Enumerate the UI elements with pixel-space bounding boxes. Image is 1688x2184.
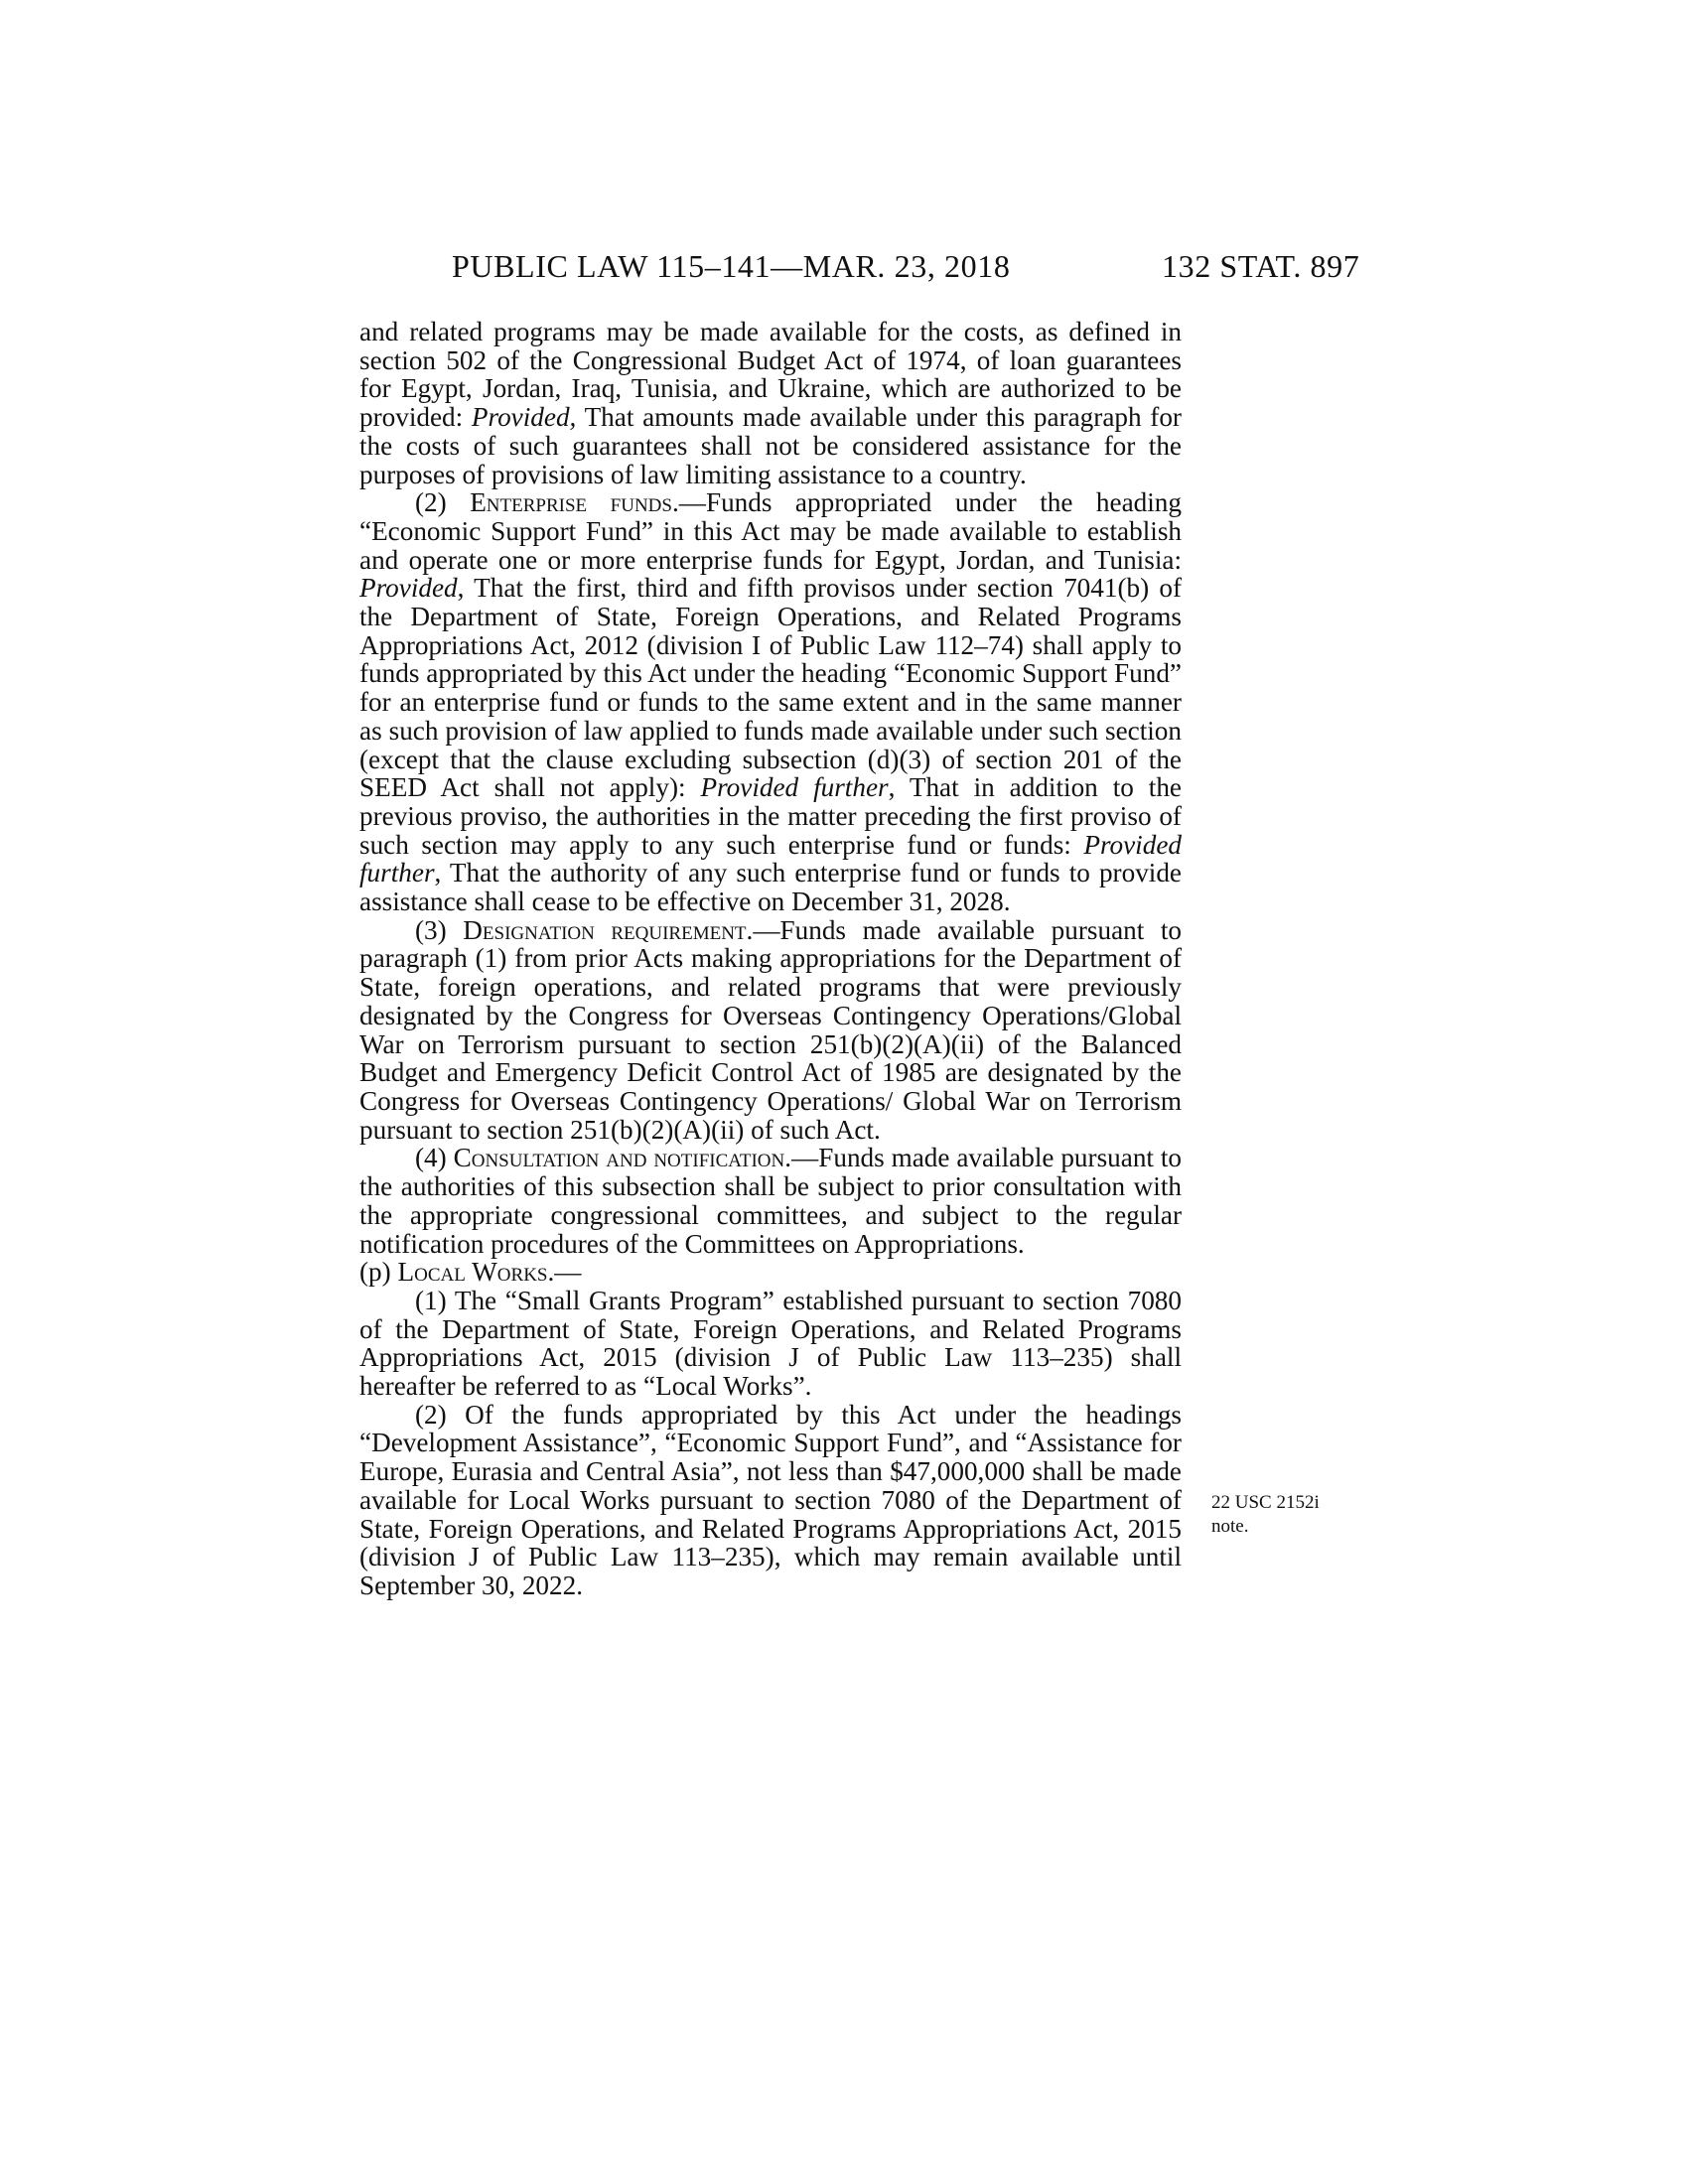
proviso-italic: Provided — [359, 573, 458, 604]
margin-note-label: note. — [1211, 1516, 1249, 1537]
page-header — [0, 248, 1688, 292]
margin-note — [1211, 1491, 1370, 1539]
section-heading: Designation requirement. — [463, 914, 754, 945]
margin-note-citation: 22 USC 2152i — [1211, 1492, 1320, 1513]
proviso-italic: Provided further — [359, 829, 1182, 888]
paragraph-consultation-notification: (4) Consultation and notification.—Funds made available pursuant to the authorities of this subsection shall be subject to prior consultation with the appropriate congressional committees, and subject to the regular notification procedures of the Committees on Appropriations. — [359, 1143, 1182, 1259]
subsection-local-works: (p) Local Works.— — [359, 1257, 582, 1288]
proviso-italic: Provided further — [700, 772, 889, 803]
paragraph-designation-requirement: (3) Designation requirement.—Funds made available pursuant to paragraph (1) from prior Acts making appropriations for the Department of State, foreign operations, and related programs that were previously designated by the Congress for Overseas Contingency Operations/Global War on Terrorism pursuant to section 251(b)(2)(A)(ii) of the Balanced Budget and Emergency Deficit Control Act of 1985 are designated by the Congress for Overseas Contingency Operations/ Global War on Terrorism pursuant to section 251(b)(2)(A)(ii) of such Act. — [359, 914, 1182, 1145]
section-heading: Enterprise funds. — [470, 487, 679, 518]
section-heading: Local Works. — [397, 1257, 555, 1288]
paragraph-continuation: and related programs may be made available for the costs, as defined in section 502 of the Congressional Budget Act of 1974, of loan guarantees for Egypt, Jordan, Iraq, Tunisia, and Ukraine, which are authorized to be provided: Provided, That amounts made available under this paragraph for the costs of such guarantees shall not be considered assistance for the purposes of provisions of law limiting assistance to a country. — [359, 317, 1182, 489]
paragraph-local-works-2: (2) Of the funds appropriated by this Act under the headings “Development Assistance”, “Economic Support Fund”, and “Assistance for Europe, Eurasia and Central Asia”, not less than $47,000,000 shall be made available for Local Works pursuant to section 7080 of the Department of State, Foreign Operations, and Related Programs Appropriations Act, 2015 (division J of Public Law 113–235), which may remain available until September 30, 2022. — [359, 1399, 1182, 1600]
body-text — [359, 318, 1182, 1600]
proviso-italic: Provided, — [471, 402, 577, 433]
paragraph-enterprise-funds: (2) Enterprise funds.—Funds appropriated under the heading “Economic Support Fund” in this Act may be made available to establish and operate one or more enterprise funds for Egypt, Jordan, and Tunisia: Provided, That the first, third and fifth provisos under section 7041(b) of the Department of State, Foreign Operations, and Related Programs Appropriations Act, 2012 (division I of Public Law 112–74) shall apply to funds appropriated by this Act under the heading “Economic Support Fund” for an enterprise fund or funds to the same extent and in the same manner as such provision of law applied to funds made available under such section (except that the clause excluding subsection (d)(3) of section 201 of the SEED Act shall not apply): Provided further, That in addition to the previous proviso, the authorities in the matter preceding the first proviso of such section may apply to any such enterprise fund or funds: Provided further, That the authority of any such enterprise fund or funds to provide assistance shall cease to be effective on December 31, 2028. — [359, 487, 1182, 917]
running-head: PUBLIC LAW 115–141—MAR. 23, 2018 — [452, 248, 1011, 284]
section-heading: Consultation and notification. — [453, 1143, 792, 1173]
page-number: 132 STAT. 897 — [1162, 248, 1360, 284]
paragraph-local-works-1: (1) The “Small Grants Program” established pursuant to section 7080 of the Department of State, Foreign Operations, and Related Programs Appropriations Act, 2015 (division J of Public Law 113–235) shall hereafter be referred to as “Local Works”. — [359, 1285, 1182, 1402]
